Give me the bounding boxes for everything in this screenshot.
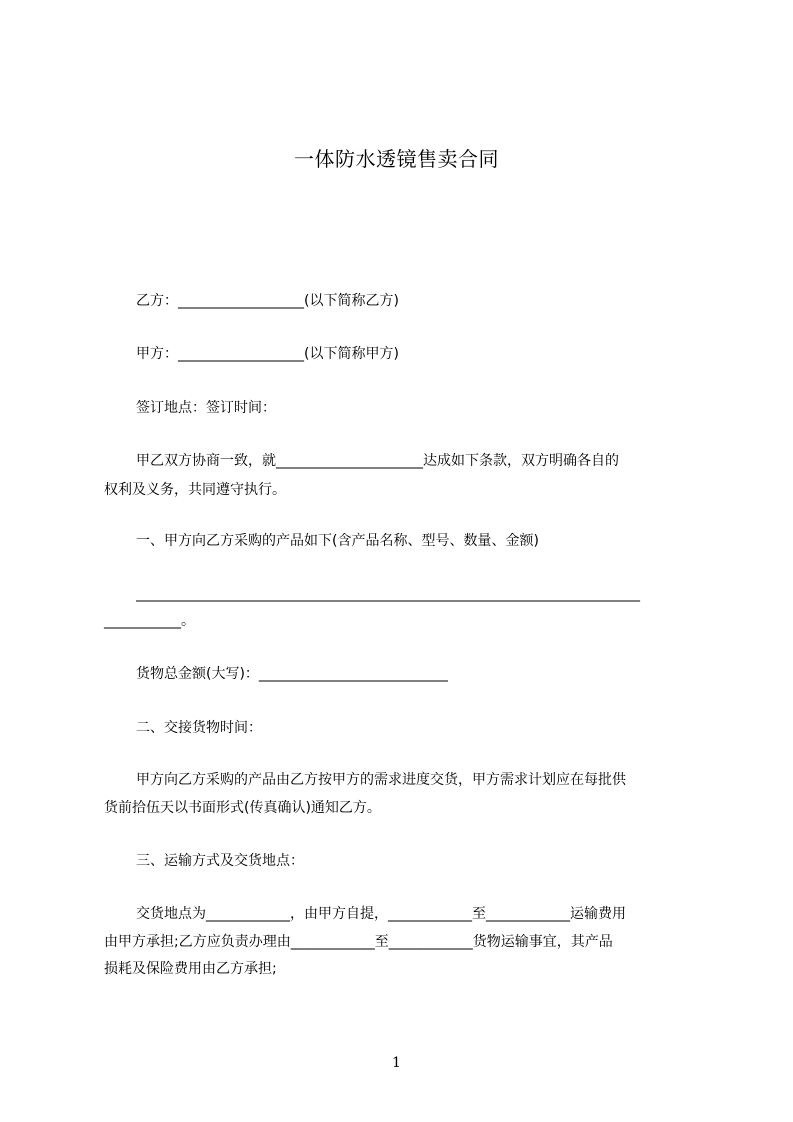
section3-line-3: 损耗及保险费用由乙方承担; [104, 961, 277, 977]
section3-line-1: 交货地点为____________，由甲方自提，____________至____________运输费用 [136, 906, 626, 922]
section1-heading: 一、甲方向乙方采购的产品如下(含产品名称、型号、数量、金额) [136, 533, 539, 549]
section2-heading: 二、交接货物时间： [136, 720, 262, 736]
section3-line-2: 由甲方承担;乙方应负责办理由____________至____________货物运输事宜，其产品 [104, 934, 613, 950]
total-amount-line: 货物总金额(大写)：___________________________ [136, 666, 448, 682]
section3-heading: 三、运输方式及交货地点： [136, 853, 304, 869]
section2-line-1: 甲方向乙方采购的产品由乙方按甲方的需求进度交货，甲方需求计划应在每批供 [136, 772, 626, 788]
party-a-line: 甲方：__________________(以下简称甲方) [136, 346, 399, 362]
preamble-line-1: 甲乙双方协商一致，就_____________________达成如下条款，双方明确各自的 [136, 453, 619, 469]
section1-blank-line-2: ___________。 [104, 613, 195, 629]
document-title: 一体防水透镜售卖合同 [294, 147, 499, 171]
section1-blank-line-1: ________________________________________________________________________ [136, 586, 640, 602]
section2-line-2: 货前拾伍天以书面形式(传真确认)通知乙方。 [104, 800, 381, 816]
signing-info-line: 签订地点：签订时间： [136, 400, 276, 416]
preamble-line-2: 权利及义务，共同遵守执行。 [104, 482, 286, 498]
party-b-line: 乙方：__________________(以下简称乙方) [136, 293, 399, 309]
page-number: 1 [392, 1055, 401, 1071]
